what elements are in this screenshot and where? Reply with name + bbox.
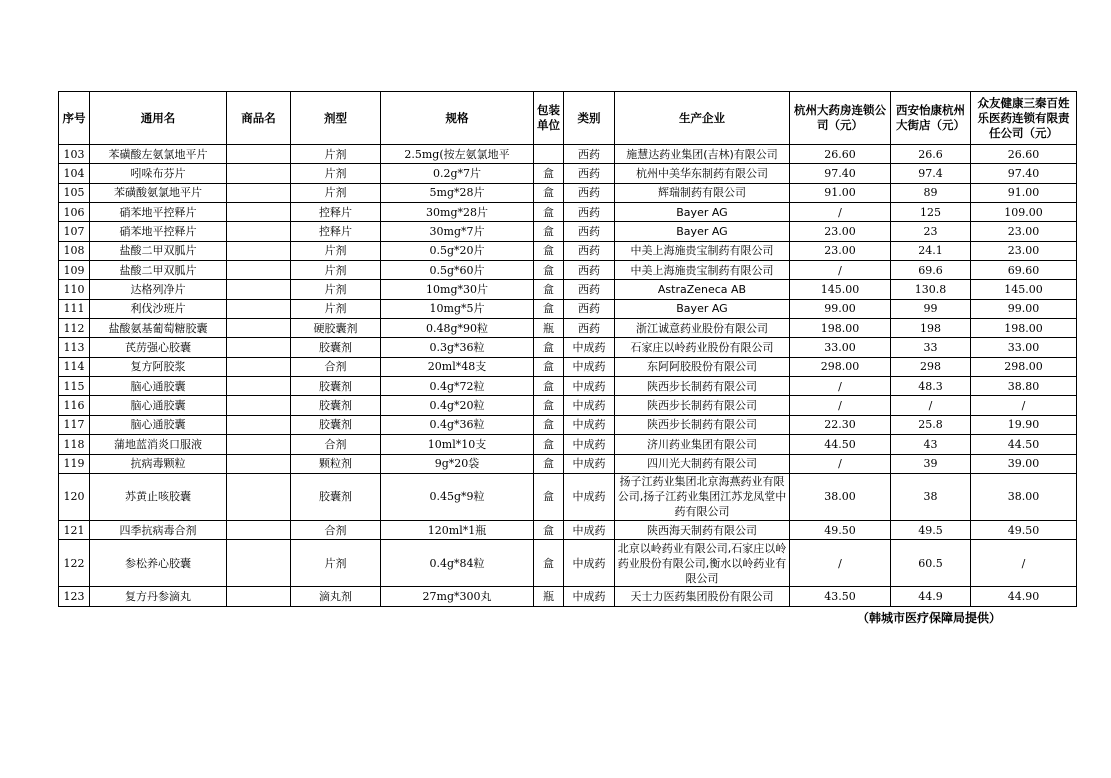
cell-index: 119 (59, 454, 90, 473)
cell-spec: 9g*20袋 (381, 454, 534, 473)
cell-price-zhongyou: 99.00 (971, 299, 1077, 318)
cell-dosage-form: 片剂 (291, 241, 381, 260)
table-row (59, 183, 1077, 202)
cell-dosage-form: 控释片 (291, 203, 381, 222)
col-header-generic-name: 通用名 (90, 92, 227, 145)
cell-index: 120 (59, 473, 90, 520)
cell-price-zhongyou: 38.00 (971, 473, 1077, 520)
cell-spec: 30mg*7片 (381, 222, 534, 241)
cell-generic-name: 盐酸氨基葡萄糖胶囊 (90, 319, 227, 338)
cell-price-hangzhou: / (790, 261, 891, 280)
cell-unit: 盒 (534, 415, 564, 434)
cell-index: 121 (59, 520, 90, 539)
cell-dosage-form: 片剂 (291, 299, 381, 318)
cell-dosage-form: 合剂 (291, 520, 381, 539)
table-header-row (59, 92, 1077, 145)
cell-unit: 盒 (534, 241, 564, 260)
cell-index: 110 (59, 280, 90, 299)
cell-price-zhongyou: 33.00 (971, 338, 1077, 357)
cell-dosage-form: 片剂 (291, 183, 381, 202)
cell-index: 109 (59, 261, 90, 280)
cell-generic-name: 复方丹参滴丸 (90, 587, 227, 606)
cell-price-yikang: 99 (891, 299, 971, 318)
col-header-manufacturer: 生产企业 (615, 92, 790, 145)
cell-generic-name: 四季抗病毒合剂 (90, 520, 227, 539)
cell-price-yikang: 39 (891, 454, 971, 473)
cell-price-zhongyou: 19.90 (971, 415, 1077, 434)
cell-category: 中成药 (564, 415, 615, 434)
cell-index: 107 (59, 222, 90, 241)
cell-trade-name (227, 540, 291, 587)
cell-unit: 盒 (534, 164, 564, 183)
cell-price-hangzhou: 23.00 (790, 241, 891, 260)
cell-unit: 盒 (534, 338, 564, 357)
cell-category: 中成药 (564, 338, 615, 357)
cell-price-zhongyou: 38.80 (971, 377, 1077, 396)
cell-category: 西药 (564, 319, 615, 338)
cell-manufacturer: 中美上海施贵宝制药有限公司 (615, 241, 790, 260)
cell-price-hangzhou: 23.00 (790, 222, 891, 241)
cell-price-zhongyou: 26.60 (971, 145, 1077, 164)
cell-spec: 10ml*10支 (381, 435, 534, 454)
cell-trade-name (227, 164, 291, 183)
table-row (59, 357, 1077, 376)
col-header-price-yikang: 西安怡康杭州大街店（元） (891, 92, 971, 145)
col-header-trade-name: 商品名 (227, 92, 291, 145)
source-note: （韩城市医疗保障局提供） (856, 611, 1001, 625)
cell-dosage-form: 控释片 (291, 222, 381, 241)
cell-price-yikang: 44.9 (891, 587, 971, 606)
cell-price-zhongyou: 44.50 (971, 435, 1077, 454)
cell-spec: 0.48g*90粒 (381, 319, 534, 338)
cell-trade-name (227, 396, 291, 415)
cell-manufacturer: 杭州中美华东制药有限公司 (615, 164, 790, 183)
cell-price-hangzhou: / (790, 540, 891, 587)
cell-price-yikang: 48.3 (891, 377, 971, 396)
cell-price-hangzhou: 99.00 (790, 299, 891, 318)
cell-price-zhongyou: 97.40 (971, 164, 1077, 183)
cell-price-yikang: 97.4 (891, 164, 971, 183)
cell-price-yikang: 25.8 (891, 415, 971, 434)
cell-category: 中成药 (564, 520, 615, 539)
table-row (59, 520, 1077, 539)
cell-index: 105 (59, 183, 90, 202)
cell-dosage-form: 片剂 (291, 164, 381, 183)
table-row (59, 540, 1077, 587)
cell-trade-name (227, 473, 291, 520)
cell-price-zhongyou: / (971, 540, 1077, 587)
cell-index: 108 (59, 241, 90, 260)
cell-manufacturer: 辉瑞制药有限公司 (615, 183, 790, 202)
cell-trade-name (227, 280, 291, 299)
cell-price-yikang: 89 (891, 183, 971, 202)
cell-manufacturer: 陕西步长制药有限公司 (615, 415, 790, 434)
cell-category: 中成药 (564, 587, 615, 606)
cell-spec: 10mg*5片 (381, 299, 534, 318)
cell-generic-name: 脑心通胶囊 (90, 396, 227, 415)
cell-category: 西药 (564, 280, 615, 299)
cell-generic-name: 苯磺酸氨氯地平片 (90, 183, 227, 202)
cell-price-zhongyou: 145.00 (971, 280, 1077, 299)
cell-price-hangzhou: / (790, 203, 891, 222)
cell-price-zhongyou: 298.00 (971, 357, 1077, 376)
cell-generic-name: 硝苯地平控释片 (90, 203, 227, 222)
cell-price-hangzhou: 298.00 (790, 357, 891, 376)
cell-price-hangzhou: 38.00 (790, 473, 891, 520)
col-header-price-zhongyou: 众友健康三秦百姓乐医药连锁有限责任公司（元） (971, 92, 1077, 145)
cell-price-yikang: 24.1 (891, 241, 971, 260)
cell-spec: 0.3g*36粒 (381, 338, 534, 357)
cell-spec: 27mg*300丸 (381, 587, 534, 606)
cell-price-zhongyou: 23.00 (971, 222, 1077, 241)
cell-dosage-form: 滴丸剂 (291, 587, 381, 606)
cell-trade-name (227, 357, 291, 376)
cell-dosage-form: 合剂 (291, 435, 381, 454)
cell-generic-name: 苏黄止咳胶囊 (90, 473, 227, 520)
cell-price-hangzhou: 22.30 (790, 415, 891, 434)
cell-unit (534, 145, 564, 164)
col-header-dosage-form: 剂型 (291, 92, 381, 145)
cell-dosage-form: 片剂 (291, 145, 381, 164)
cell-dosage-form: 胶囊剂 (291, 396, 381, 415)
cell-spec: 0.4g*20粒 (381, 396, 534, 415)
cell-index: 112 (59, 319, 90, 338)
cell-category: 西药 (564, 183, 615, 202)
cell-manufacturer: 浙江诚意药业股份有限公司 (615, 319, 790, 338)
cell-spec: 0.2g*7片 (381, 164, 534, 183)
cell-index: 117 (59, 415, 90, 434)
cell-manufacturer: 陕西步长制药有限公司 (615, 377, 790, 396)
cell-unit: 盒 (534, 357, 564, 376)
cell-dosage-form: 片剂 (291, 540, 381, 587)
col-header-price-hangzhou: 杭州大药房连锁公司（元） (790, 92, 891, 145)
cell-price-zhongyou: / (971, 396, 1077, 415)
cell-price-hangzhou: 91.00 (790, 183, 891, 202)
col-header-unit: 包装单位 (534, 92, 564, 145)
cell-price-yikang: 38 (891, 473, 971, 520)
cell-price-hangzhou: 97.40 (790, 164, 891, 183)
cell-manufacturer: 东阿阿胶股份有限公司 (615, 357, 790, 376)
cell-price-yikang: 69.6 (891, 261, 971, 280)
col-header-spec: 规格 (381, 92, 534, 145)
cell-index: 106 (59, 203, 90, 222)
cell-generic-name: 脑心通胶囊 (90, 415, 227, 434)
cell-price-zhongyou: 91.00 (971, 183, 1077, 202)
cell-manufacturer: 扬子江药业集团北京海燕药业有限公司,扬子江药业集团江苏龙凤堂中药有限公司 (615, 473, 790, 520)
cell-generic-name: 硝苯地平控释片 (90, 222, 227, 241)
cell-unit: 盒 (534, 454, 564, 473)
cell-price-yikang: 298 (891, 357, 971, 376)
table-row (59, 396, 1077, 415)
cell-spec: 20ml*48支 (381, 357, 534, 376)
cell-trade-name (227, 203, 291, 222)
cell-dosage-form: 胶囊剂 (291, 415, 381, 434)
table-row (59, 280, 1077, 299)
cell-unit: 盒 (534, 540, 564, 587)
cell-generic-name: 蒲地蓝消炎口服液 (90, 435, 227, 454)
table-row (59, 164, 1077, 183)
cell-index: 118 (59, 435, 90, 454)
cell-trade-name (227, 261, 291, 280)
cell-index: 122 (59, 540, 90, 587)
cell-category: 西药 (564, 299, 615, 318)
cell-trade-name (227, 299, 291, 318)
cell-manufacturer: 陕西海天制药有限公司 (615, 520, 790, 539)
cell-price-yikang: 125 (891, 203, 971, 222)
cell-price-hangzhou: / (790, 396, 891, 415)
cell-price-hangzhou: / (790, 377, 891, 396)
cell-price-hangzhou: 49.50 (790, 520, 891, 539)
cell-trade-name (227, 454, 291, 473)
table-row (59, 299, 1077, 318)
table-body (59, 145, 1077, 607)
cell-dosage-form: 胶囊剂 (291, 473, 381, 520)
cell-category: 西药 (564, 241, 615, 260)
cell-generic-name: 吲哚布芬片 (90, 164, 227, 183)
cell-trade-name (227, 183, 291, 202)
cell-unit: 盒 (534, 203, 564, 222)
cell-generic-name: 脑心通胶囊 (90, 377, 227, 396)
cell-category: 西药 (564, 222, 615, 241)
table-row (59, 435, 1077, 454)
cell-spec: 30mg*28片 (381, 203, 534, 222)
cell-category: 中成药 (564, 377, 615, 396)
cell-manufacturer: Bayer AG (615, 222, 790, 241)
cell-unit: 盒 (534, 183, 564, 202)
cell-manufacturer: 中美上海施贵宝制药有限公司 (615, 261, 790, 280)
table-row (59, 587, 1077, 606)
cell-price-hangzhou: 198.00 (790, 319, 891, 338)
cell-dosage-form: 片剂 (291, 261, 381, 280)
cell-generic-name: 抗病毒颗粒 (90, 454, 227, 473)
cell-generic-name: 参松养心胶囊 (90, 540, 227, 587)
table-row (59, 145, 1077, 164)
cell-generic-name: 利伐沙班片 (90, 299, 227, 318)
cell-generic-name: 达格列净片 (90, 280, 227, 299)
cell-price-hangzhou: 145.00 (790, 280, 891, 299)
cell-price-yikang: / (891, 396, 971, 415)
table-row (59, 415, 1077, 434)
cell-category: 西药 (564, 203, 615, 222)
cell-spec: 120ml*1瓶 (381, 520, 534, 539)
cell-unit: 盒 (534, 222, 564, 241)
cell-index: 114 (59, 357, 90, 376)
cell-category: 西药 (564, 145, 615, 164)
cell-price-zhongyou: 198.00 (971, 319, 1077, 338)
cell-spec: 0.5g*20片 (381, 241, 534, 260)
cell-manufacturer: 北京以岭药业有限公司,石家庄以岭药业股份有限公司,衡水以岭药业有限公司 (615, 540, 790, 587)
table-row (59, 338, 1077, 357)
table-row (59, 222, 1077, 241)
cell-index: 115 (59, 377, 90, 396)
cell-price-yikang: 130.8 (891, 280, 971, 299)
cell-price-zhongyou: 23.00 (971, 241, 1077, 260)
cell-unit: 瓶 (534, 319, 564, 338)
cell-spec: 0.4g*72粒 (381, 377, 534, 396)
cell-trade-name (227, 338, 291, 357)
cell-dosage-form: 颗粒剂 (291, 454, 381, 473)
cell-unit: 瓶 (534, 587, 564, 606)
cell-spec: 5mg*28片 (381, 183, 534, 202)
cell-index: 104 (59, 164, 90, 183)
cell-manufacturer: 陕西步长制药有限公司 (615, 396, 790, 415)
cell-index: 111 (59, 299, 90, 318)
cell-generic-name: 苯磺酸左氨氯地平片 (90, 145, 227, 164)
cell-price-zhongyou: 44.90 (971, 587, 1077, 606)
cell-trade-name (227, 415, 291, 434)
cell-trade-name (227, 377, 291, 396)
cell-index: 113 (59, 338, 90, 357)
cell-unit: 盒 (534, 280, 564, 299)
table-row (59, 241, 1077, 260)
cell-spec: 0.5g*60片 (381, 261, 534, 280)
cell-manufacturer: AstraZeneca AB (615, 280, 790, 299)
cell-spec: 10mg*30片 (381, 280, 534, 299)
cell-generic-name: 盐酸二甲双胍片 (90, 241, 227, 260)
cell-dosage-form: 片剂 (291, 280, 381, 299)
price-table (58, 91, 1077, 607)
cell-manufacturer: 施慧达药业集团(吉林)有限公司 (615, 145, 790, 164)
cell-price-hangzhou: 26.60 (790, 145, 891, 164)
cell-price-hangzhou: 33.00 (790, 338, 891, 357)
cell-unit: 盒 (534, 520, 564, 539)
cell-dosage-form: 合剂 (291, 357, 381, 376)
cell-price-yikang: 23 (891, 222, 971, 241)
table-row (59, 473, 1077, 520)
cell-manufacturer: 四川光大制药有限公司 (615, 454, 790, 473)
cell-category: 中成药 (564, 454, 615, 473)
cell-manufacturer: 天士力医药集团股份有限公司 (615, 587, 790, 606)
cell-trade-name (227, 520, 291, 539)
cell-index: 103 (59, 145, 90, 164)
cell-unit: 盒 (534, 377, 564, 396)
cell-unit: 盒 (534, 261, 564, 280)
cell-unit: 盒 (534, 396, 564, 415)
cell-category: 中成药 (564, 540, 615, 587)
cell-spec: 0.45g*9粒 (381, 473, 534, 520)
cell-price-zhongyou: 39.00 (971, 454, 1077, 473)
cell-price-yikang: 43 (891, 435, 971, 454)
cell-unit: 盒 (534, 435, 564, 454)
cell-price-yikang: 33 (891, 338, 971, 357)
table-row (59, 319, 1077, 338)
cell-spec: 2.5mg(按左氨氯地平 (381, 145, 534, 164)
col-header-index: 序号 (59, 92, 90, 145)
cell-trade-name (227, 145, 291, 164)
cell-trade-name (227, 222, 291, 241)
cell-price-hangzhou: / (790, 454, 891, 473)
cell-price-yikang: 198 (891, 319, 971, 338)
cell-generic-name: 芪苈强心胶囊 (90, 338, 227, 357)
cell-trade-name (227, 319, 291, 338)
table-row (59, 454, 1077, 473)
cell-generic-name: 盐酸二甲双胍片 (90, 261, 227, 280)
cell-spec: 0.4g*36粒 (381, 415, 534, 434)
cell-price-yikang: 60.5 (891, 540, 971, 587)
cell-category: 中成药 (564, 396, 615, 415)
cell-price-hangzhou: 44.50 (790, 435, 891, 454)
cell-price-zhongyou: 69.60 (971, 261, 1077, 280)
cell-manufacturer: 石家庄以岭药业股份有限公司 (615, 338, 790, 357)
cell-dosage-form: 胶囊剂 (291, 338, 381, 357)
cell-manufacturer: Bayer AG (615, 299, 790, 318)
cell-price-zhongyou: 49.50 (971, 520, 1077, 539)
cell-index: 116 (59, 396, 90, 415)
cell-manufacturer: 济川药业集团有限公司 (615, 435, 790, 454)
cell-spec: 0.4g*84粒 (381, 540, 534, 587)
table-row (59, 261, 1077, 280)
cell-price-zhongyou: 109.00 (971, 203, 1077, 222)
cell-manufacturer: Bayer AG (615, 203, 790, 222)
cell-unit: 盒 (534, 473, 564, 520)
cell-dosage-form: 硬胶囊剂 (291, 319, 381, 338)
cell-index: 123 (59, 587, 90, 606)
cell-trade-name (227, 435, 291, 454)
cell-price-yikang: 49.5 (891, 520, 971, 539)
cell-category: 中成药 (564, 435, 615, 454)
cell-category: 西药 (564, 164, 615, 183)
cell-price-hangzhou: 43.50 (790, 587, 891, 606)
cell-dosage-form: 胶囊剂 (291, 377, 381, 396)
cell-trade-name (227, 587, 291, 606)
cell-price-yikang: 26.6 (891, 145, 971, 164)
cell-category: 中成药 (564, 473, 615, 520)
cell-category: 西药 (564, 261, 615, 280)
cell-category: 中成药 (564, 357, 615, 376)
table-row (59, 377, 1077, 396)
cell-generic-name: 复方阿胶浆 (90, 357, 227, 376)
cell-trade-name (227, 241, 291, 260)
table-row (59, 203, 1077, 222)
cell-unit: 盒 (534, 299, 564, 318)
col-header-category: 类别 (564, 92, 615, 145)
